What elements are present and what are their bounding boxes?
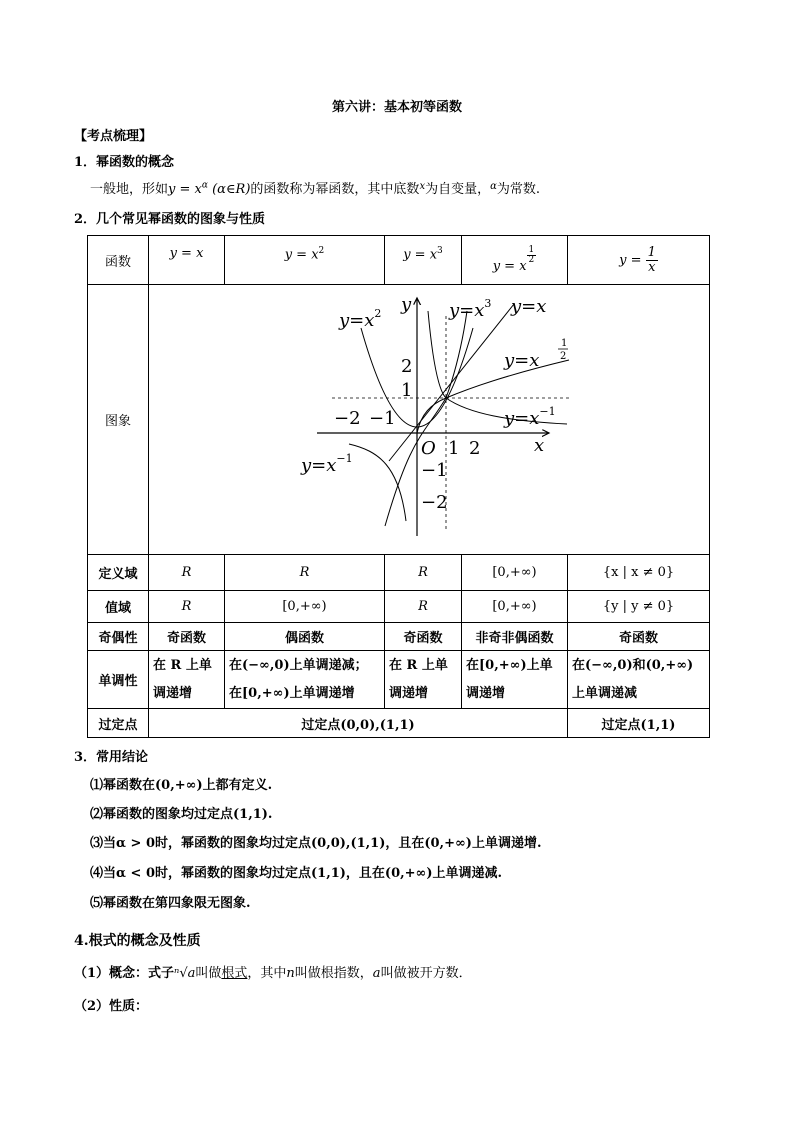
header-domain: 定义域	[88, 555, 149, 591]
page-title: 第六讲：基本初等函数	[331, 100, 462, 115]
func-2: $y = x^2$	[225, 236, 385, 285]
axis-x-label: x	[534, 434, 545, 456]
range-5: {y | y ≠ 0}	[568, 591, 710, 623]
parity-1: 奇函数	[149, 623, 225, 651]
tick-x-m2: −2	[334, 407, 361, 429]
row-parity	[88, 623, 710, 651]
mono-2: 在(−∞,0)上单调递减； 在[0,+∞)上单调递增	[225, 651, 385, 709]
label-x3: $y=x^3$	[449, 296, 492, 321]
section-header: 【考点梳理】	[74, 129, 153, 144]
domain-5: {x | x ≠ 0}	[568, 555, 710, 591]
tick-x-2: 2	[469, 437, 481, 459]
conclusion-5: ⑸幂函数在第四象限无图象.	[90, 896, 251, 911]
header-monotonicity: 单调性	[88, 651, 149, 709]
origin-label: O	[421, 437, 436, 459]
fixed-point-b: 过定点(1,1)	[568, 709, 710, 738]
header-graph: 图象	[88, 285, 149, 555]
conclusion-1: ⑴幂函数在(0,+∞)上都有定义.	[90, 778, 273, 793]
label-sqrt-den: 2	[560, 350, 567, 362]
func-4: y = x $\frac{1}{2}$	[462, 236, 568, 285]
tick-y-m2: −2	[421, 491, 448, 513]
axis-y-label: y	[401, 293, 412, 315]
label-x2: $y=x^2$	[339, 306, 382, 331]
label-x: y=x	[511, 295, 547, 317]
s1-text: 一般地，形如$y = x^\alpha$ (α∈R)的函数称为幂函数，其中底数$^x$为自变量，$^\alpha$为常数.	[90, 180, 540, 197]
mono-5: 在(−∞,0)和(0,+∞) 上单调递减	[568, 651, 710, 709]
parity-4: 非奇非偶函数	[462, 623, 568, 651]
mono-4: 在[0,+∞)上单 调递增	[462, 651, 568, 709]
domain-2: R	[225, 555, 385, 591]
label-sqrt: y=x	[504, 349, 540, 371]
mono-3: 在 R 上单 调递增	[385, 651, 462, 709]
row-fixed-point	[88, 709, 710, 738]
parity-5: 奇函数	[568, 623, 710, 651]
s4-definition: （1）概念：式子ⁿ√a叫做根式，其中n叫做根指数，a叫做被开方数．	[74, 966, 472, 981]
range-3: R	[385, 591, 462, 623]
tick-y-1: 1	[401, 379, 413, 401]
tick-x-1: 1	[448, 437, 460, 459]
fixed-point-a: 过定点(0,0),(1,1)	[149, 709, 568, 738]
header-function: 函数	[88, 236, 149, 285]
conclusion-4: ⑷当α < 0时，幂函数的图象均过定点(1,1)，且在(0,+∞)上单调递减.	[90, 866, 503, 881]
parity-3: 奇函数	[385, 623, 462, 651]
row-function	[88, 236, 710, 285]
range-2: [0,+∞)	[225, 591, 385, 623]
domain-4: [0,+∞)	[462, 555, 568, 591]
s3-heading: 3．常用结论	[74, 750, 149, 765]
tick-x-m1: −1	[369, 407, 396, 429]
parity-2: 偶函数	[225, 623, 385, 651]
label-inv-right: $y=x^{-1}$	[504, 404, 556, 429]
func-1: y = x	[149, 236, 225, 285]
domain-3: R	[385, 555, 462, 591]
curve-inv-q3	[349, 444, 406, 521]
header-parity: 奇偶性	[88, 623, 149, 651]
row-graph	[88, 285, 710, 555]
func-5: y = $\frac{1}{x}$	[568, 236, 710, 285]
row-domain	[88, 555, 710, 591]
label-inv-left: $y=x^{-1}$	[301, 451, 353, 476]
s2-heading: 2．几个常见幂函数的图象与性质	[74, 212, 266, 227]
conclusion-3: ⑶当α > 0时，幂函数的图象均过定点(0,0),(1,1)，且在(0,+∞)上单调递增.	[90, 836, 542, 851]
graph-cell	[149, 285, 710, 555]
range-1: R	[149, 591, 225, 623]
s1-heading: 1．幂函数的概念	[74, 155, 175, 170]
tick-y-2: 2	[401, 355, 413, 377]
label-sqrt-num: 1	[561, 337, 568, 349]
header-range: 值域	[88, 591, 149, 623]
header-fixed-point: 过定点	[88, 709, 149, 738]
func-3: $y = x^3$	[385, 236, 462, 285]
row-range	[88, 591, 710, 623]
conclusion-2: ⑵幂函数的图象均过定点(1,1).	[90, 807, 273, 822]
power-function-table	[87, 235, 710, 738]
domain-1: R	[149, 555, 225, 591]
power-function-graph	[149, 286, 709, 554]
s4-heading: 4.根式的概念及性质	[74, 933, 201, 949]
mono-1: 在 R 上单 调递增	[149, 651, 225, 709]
tick-y-m1: −1	[421, 459, 448, 481]
row-monotonicity	[88, 651, 710, 709]
s4-properties: （2）性质：	[74, 999, 149, 1014]
range-4: [0,+∞)	[462, 591, 568, 623]
